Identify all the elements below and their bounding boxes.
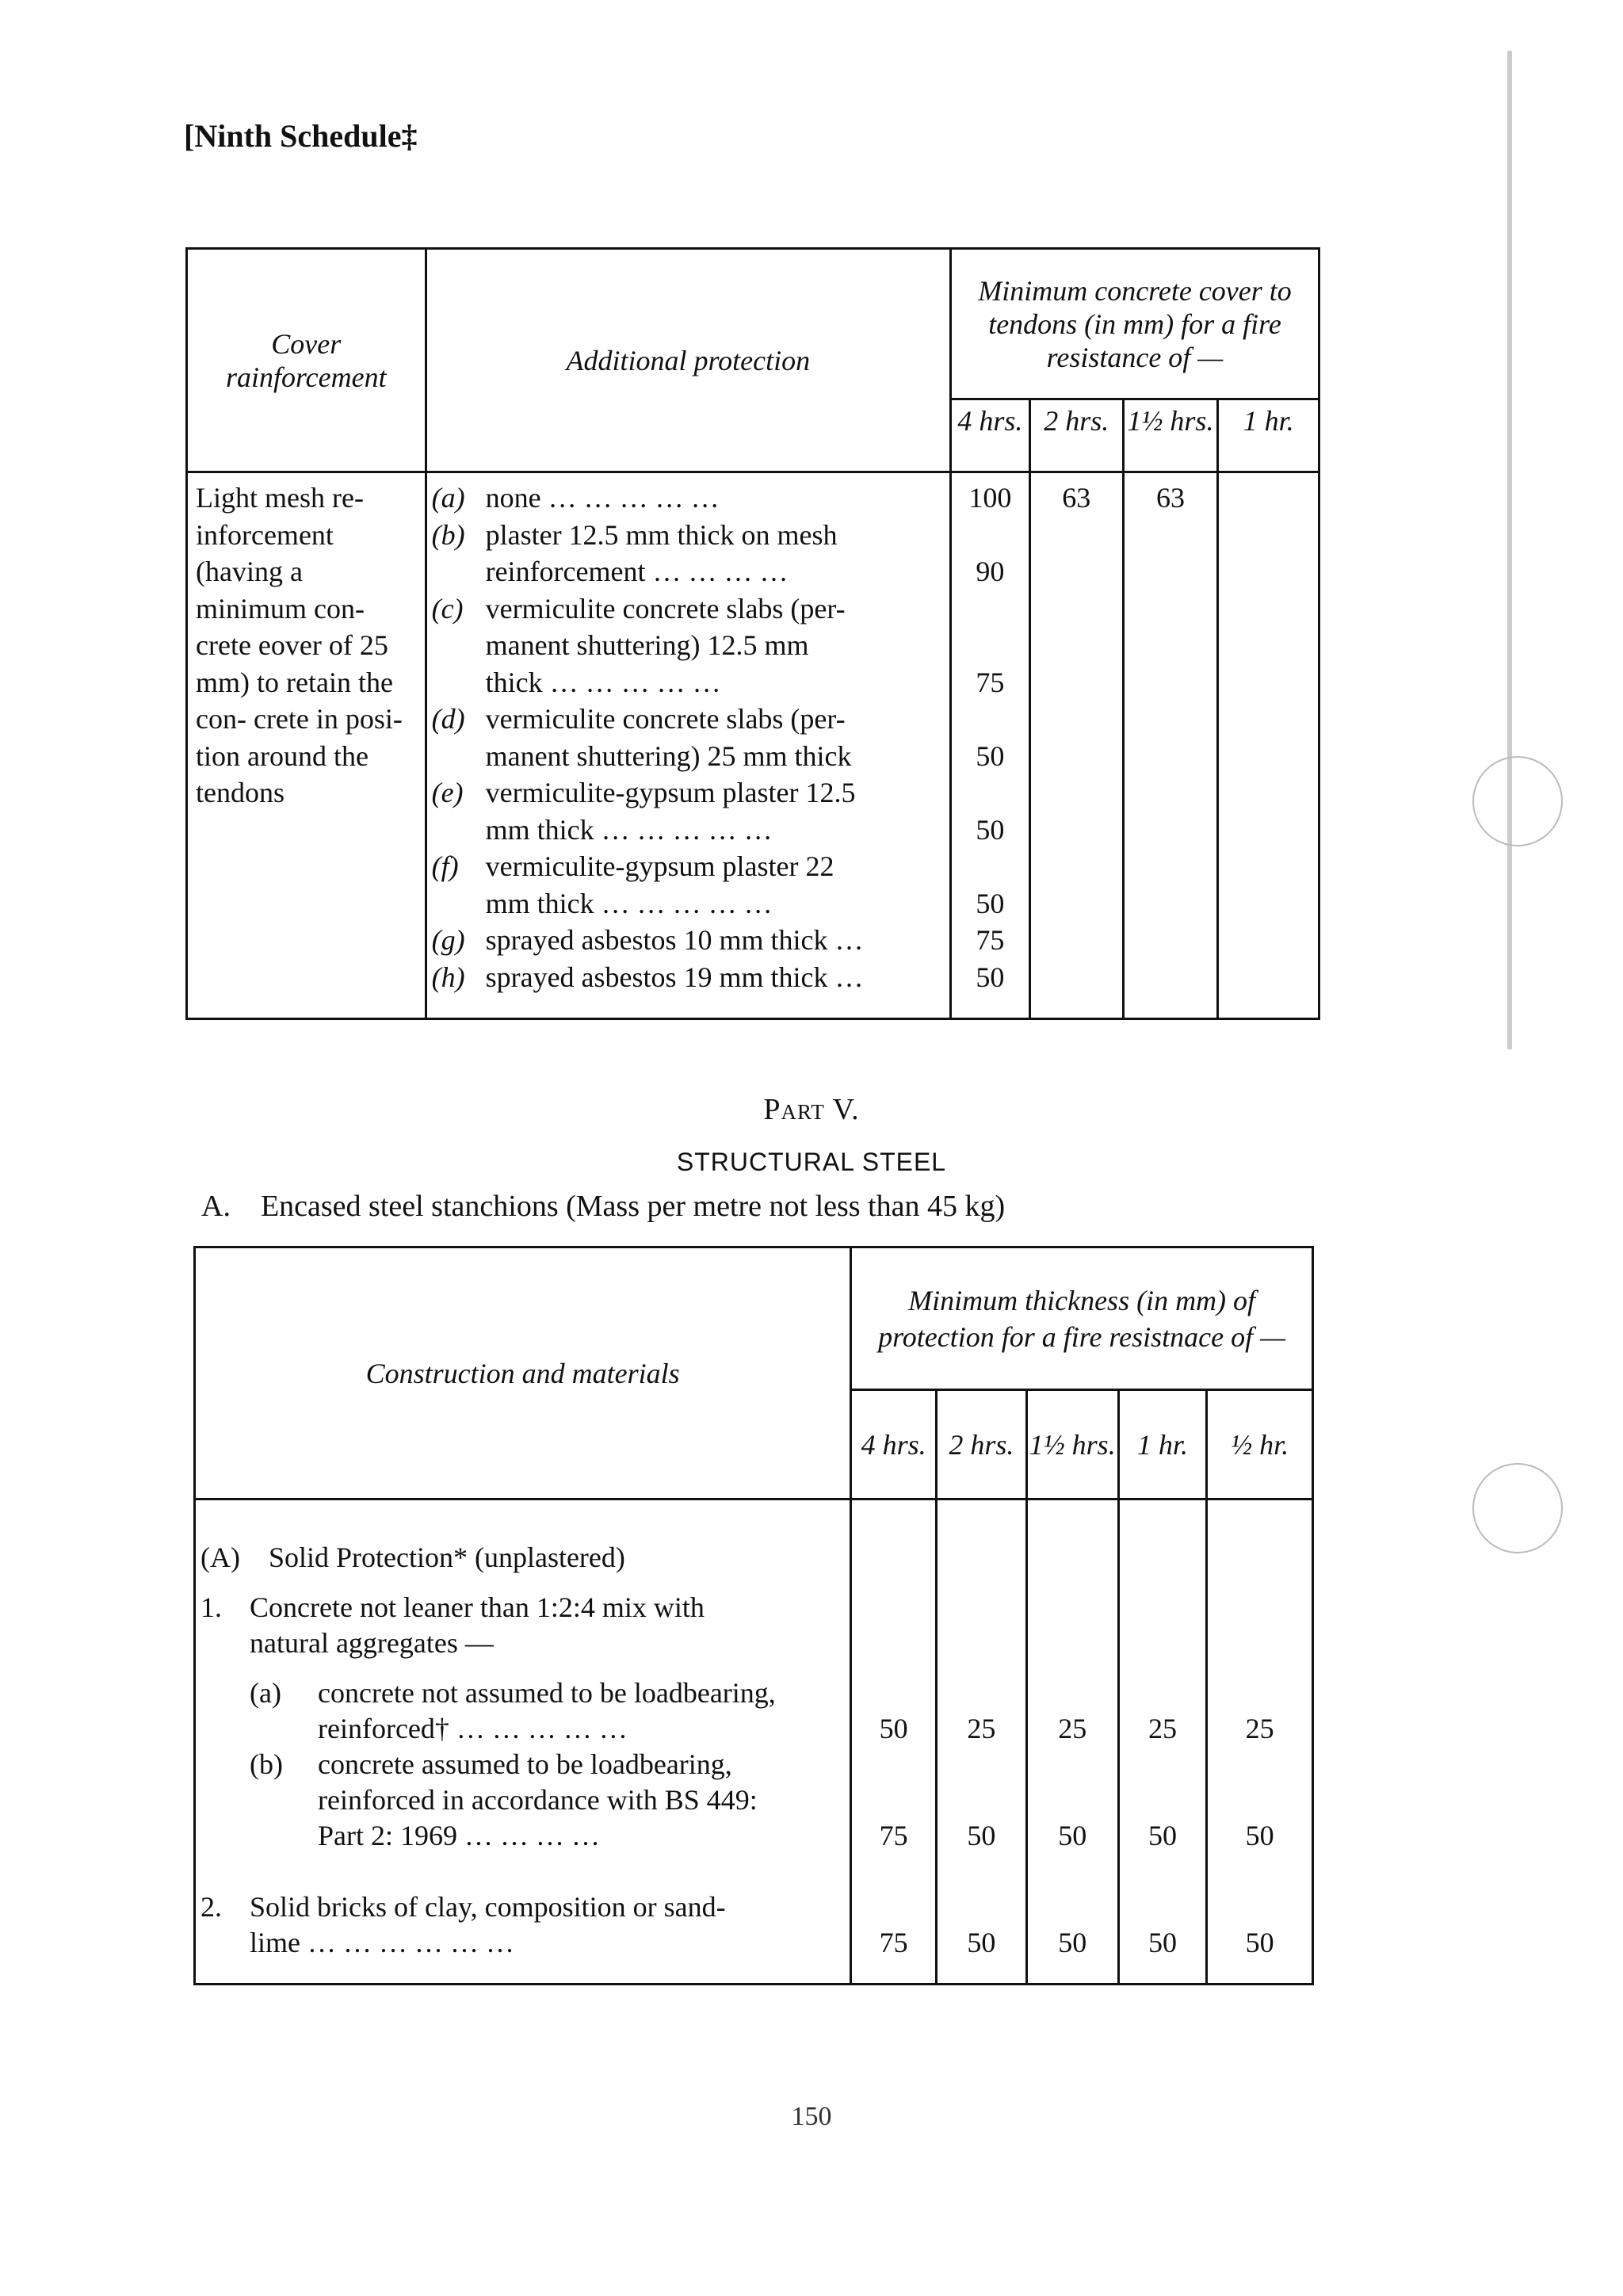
duration-1-5h: 1½ hrs. [1123,399,1218,472]
list-item: (c) vermiculite concrete slabs (per- manent shuttering) 12.5 mm thick … … … … … [431,592,846,698]
duration-2h: 2 hrs. [1029,399,1123,472]
list-item: (e) vermiculite-gypsum plaster 12.5 mm thick … … … … … [431,777,856,846]
list-item: (b) plaster 12.5 mm thick on mesh reinforcement … … … … [431,518,838,587]
duration-1h: 1 hr. [1218,399,1319,472]
duration-4h: 4 hrs. [951,399,1030,472]
duration-half-h: ½ hr. [1207,1390,1313,1499]
values-1-5h: 25 50 50 [1026,1499,1118,1985]
punch-hole-mark [1472,1463,1563,1553]
list-item: (b) concrete assumed to be loadbearing, reinforced in accordance with BS 449: Part 2: 1969 … … … … [250,1748,758,1851]
values-1h: 25 50 50 [1118,1499,1207,1985]
list-item: (f) vermiculite-gypsum plaster 22 mm thick … … … … … [431,850,834,919]
page-header: [Ninth Schedule‡ [184,118,418,154]
list-item: (a) none … … … … … [431,482,720,514]
protection-list [426,472,950,1019]
part-title: Part V. [763,1093,860,1126]
list-item: (g) sprayed asbestos 10 mm thick … [431,924,864,956]
min-thickness-header: Minimum thickness (in mm) of protection for a fire resistnace of — [851,1247,1313,1390]
punch-hole-mark [1472,756,1563,846]
part-subtitle: STRUCTURAL STEEL [676,1148,947,1176]
tendon-cover-table [185,247,1320,1020]
construction-list [195,1499,851,1985]
duration-1h: 1 hr. [1118,1390,1207,1499]
list-item: 1. Concrete not leaner than 1:2:4 mix with natural aggregates — [200,1591,705,1659]
construction-header: Construction and materials [195,1247,851,1499]
list-item: (d) vermiculite concrete slabs (per- manent shuttering) 25 mm thick [431,703,852,772]
values-1h [1218,472,1319,1019]
table-caption: A. Encased steel stanchions (Mass per metre not less than 45 kg) [201,1190,1006,1223]
stanchion-protection-table [193,1246,1314,1985]
values-4h: 50 75 75 [851,1499,937,1985]
values-2h: 63 [1029,472,1123,1019]
values-2h: 25 50 50 [937,1499,1027,1985]
cover-description: Light mesh re- inforcement (having a minimum con- crete eover of 25 mm) to retain the con- crete in posi- tion around the tendons [187,472,426,1019]
page-number: 150 [791,2102,832,2131]
cover-header: Cover rainforcement [187,249,426,472]
section-a-title: (A) Solid Protection* (unplastered) [200,1541,625,1573]
values-4h: 100 90 75 50 50 50 75 50 [951,472,1030,1019]
protection-header: Additional protection [426,249,950,472]
duration-1-5h: 1½ hrs. [1026,1390,1118,1499]
list-item: (h) sprayed asbestos 19 mm thick … [431,961,864,993]
list-item: (a) concrete not assumed to be loadbearing, reinforced† … … … … … [250,1677,776,1744]
values-half-h: 25 50 50 [1207,1499,1313,1985]
min-cover-header: Minimum concrete cover to tendons (in mm) for a fire resistance of — [951,249,1319,399]
duration-4h: 4 hrs. [851,1390,937,1499]
scan-margin-shadow [1507,51,1512,1049]
list-item: 2. Solid bricks of clay, composition or sand- lime … … … … … … [200,1891,726,1958]
values-1-5h: 63 [1123,472,1218,1019]
duration-2h: 2 hrs. [937,1390,1027,1499]
